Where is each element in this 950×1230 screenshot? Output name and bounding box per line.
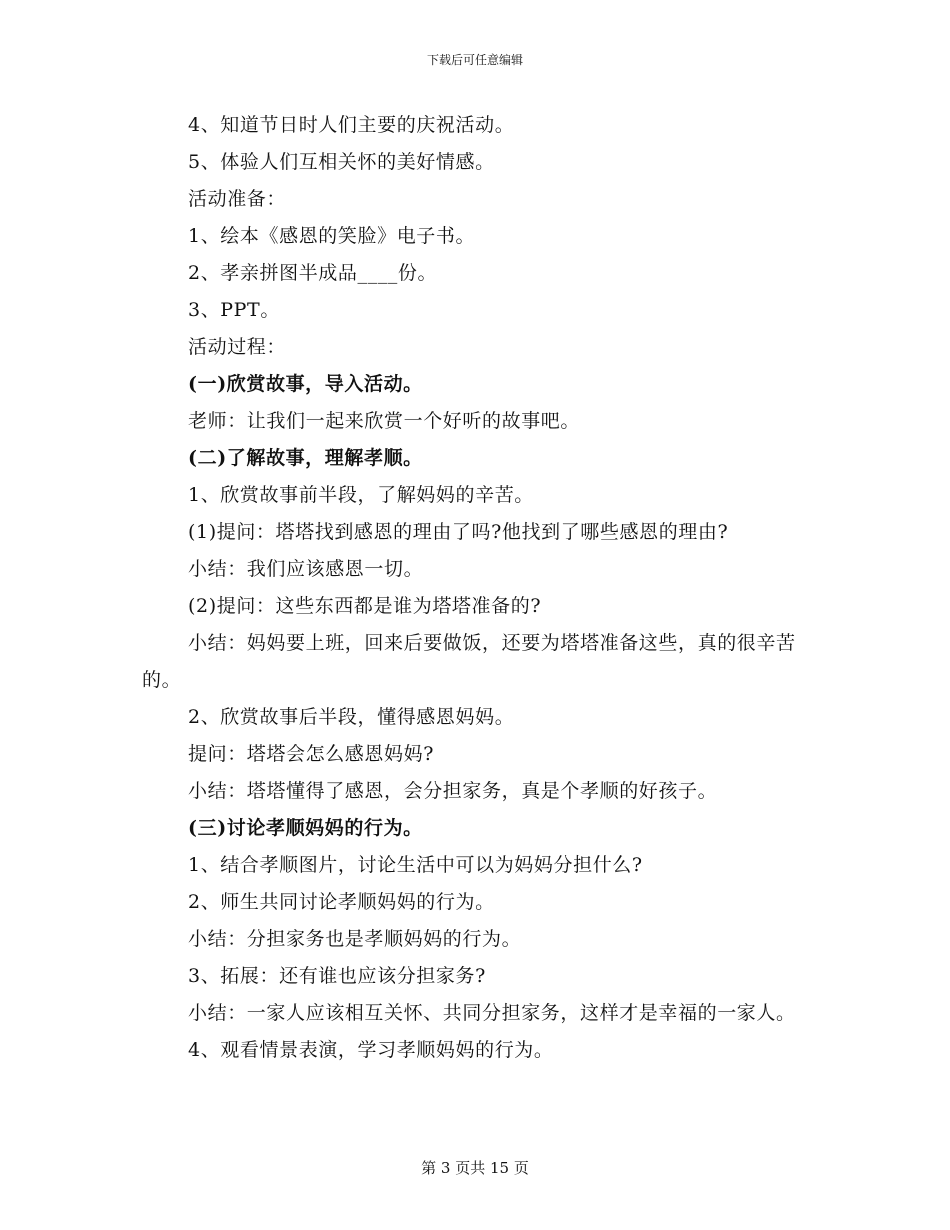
paragraph: 小结：妈妈要上班，回来后要做饭，还要为塔塔准备这些，真的很辛苦的。 (142, 632, 796, 691)
paragraph: 1、绘本《感恩的笑脸》电子书。 (188, 225, 476, 247)
paragraph: 小结：分担家务也是孝顺妈妈的行为。 (188, 928, 522, 950)
paragraph: 提问：塔塔会怎么感恩妈妈? (188, 743, 434, 765)
paragraph: 小结：我们应该感恩一切。 (188, 558, 424, 580)
page-header: 下载后可任意编辑 (426, 53, 523, 67)
page-footer: 第 3 页共 15 页 (421, 1159, 529, 1177)
paragraph: 活动过程： (188, 336, 287, 358)
paragraph: 2、孝亲拼图半成品____份。 (188, 262, 438, 284)
paragraph: 4、知道节日时人们主要的庆祝活动。 (188, 114, 515, 136)
section-heading: (二)了解故事，理解孝顺。 (188, 447, 423, 469)
paragraph: 5、体验人们互相关怀的美好情感。 (188, 151, 495, 173)
document-body (142, 107, 810, 1069)
paragraph: 老师：让我们一起来欣赏一个好听的故事吧。 (188, 410, 581, 432)
paragraph: 小结：塔塔懂得了感恩，会分担家务，真是个孝顺的好孩子。 (188, 780, 718, 802)
paragraph: 1、结合孝顺图片，讨论生活中可以为妈妈分担什么? (188, 854, 643, 876)
section-heading: (三)讨论孝顺妈妈的行为。 (188, 817, 423, 839)
paragraph: (2)提问：这些东西都是谁为塔塔准备的? (188, 595, 542, 617)
section-heading: (一)欣赏故事，导入活动。 (188, 373, 423, 395)
paragraph: 3、PPT。 (188, 299, 280, 321)
paragraph: 2、师生共同讨论孝顺妈妈的行为。 (188, 891, 495, 913)
paragraph: 小结：一家人应该相互关怀、共同分担家务，这样才是幸福的一家人。 (188, 1002, 796, 1024)
paragraph: 1、欣赏故事前半段，了解妈妈的辛苦。 (188, 484, 534, 506)
paragraph: 4、观看情景表演，学习孝顺妈妈的行为。 (188, 1039, 554, 1061)
paragraph: 活动准备： (188, 188, 287, 210)
paragraph: 2、欣赏故事后半段，懂得感恩妈妈。 (188, 706, 515, 728)
paragraph: 3、拓展：还有谁也应该分担家务? (188, 965, 486, 987)
paragraph: (1)提问：塔塔找到感恩的理由了吗?他找到了哪些感恩的理由? (188, 521, 729, 543)
